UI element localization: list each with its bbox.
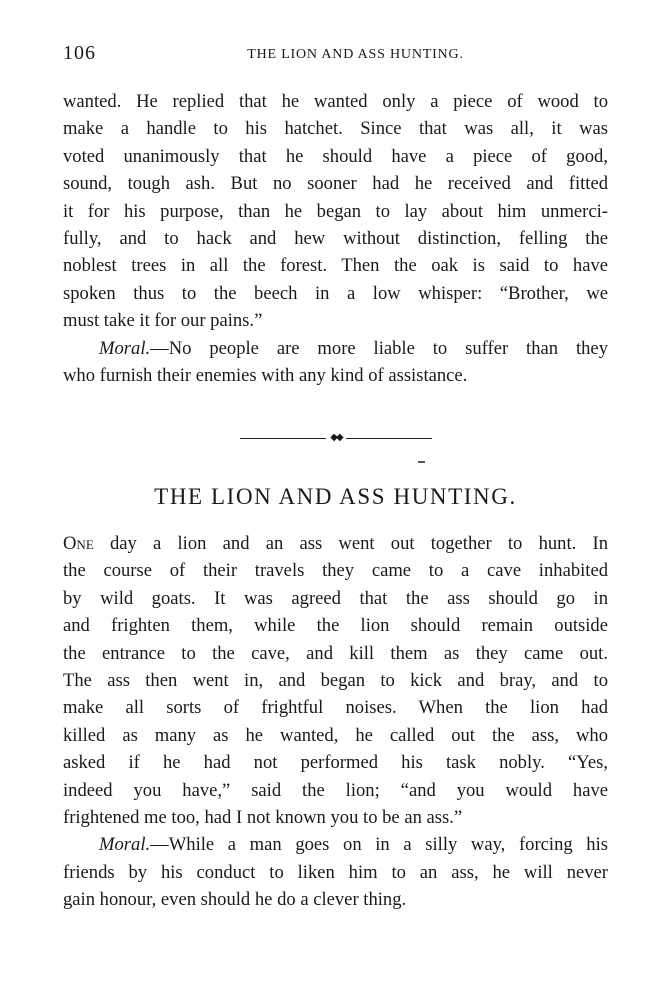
moral-line: who furnish their enemies with any kind of assistance. [63,365,468,387]
moral-text: —While a man goes on in a silly way, forcing his [150,834,608,856]
text-line: and frighten them, while the lion should remain outside [63,615,608,637]
text-line: the entrance to the cave, and kill them as they came out. [63,642,608,664]
text-line: noblest trees in all the forest. Then the oak is said to have [63,255,608,277]
moral-line [63,831,608,858]
text-line: spoken thus to the beech in a low whisper: “Brother, we [63,282,608,304]
text-line: voted unanimously that he should have a piece of good, [63,145,608,167]
diamond-ornament-icon: ◆◆ [330,432,342,443]
first-line-text: day a lion and an ass went out together to hunt. In [93,533,608,554]
text-line: by wild goats. It was agreed that the ass should go in [63,587,608,609]
text-line: killed as many as he wanted, he called out the ass, who [63,724,608,746]
text-line: it for his purpose, than he began to lay about him unmerci- [63,200,608,222]
moral-label: Moral. [99,337,151,359]
running-head [63,42,608,72]
previous-fable-ending [63,88,608,389]
print-speck [418,461,425,463]
running-title: THE LION AND ASS HUNTING. [247,47,464,62]
moral-text: —No people are more liable to suffer than they [150,337,608,359]
moral-line: friends by his conduct to liken him to an ass, he will never [63,861,608,883]
text-line: the course of their travels they came to a cave inhabited [63,560,608,582]
first-word: One [63,533,94,554]
text-line: asked if he had not performed his task nobly. “Yes, [63,752,608,774]
moral-line: gain honour, even should he do a clever thing. [63,889,407,911]
text-line: make a handle to his hatchet. Since that was all, it was [63,118,608,140]
moral-line [63,335,608,362]
section-divider [240,432,432,446]
fable-body [63,530,608,914]
divider-rule [346,438,432,439]
page-number: 106 [63,42,96,64]
fable-title: THE LION AND ASS HUNTING. [154,484,517,509]
divider-rule [240,438,326,439]
moral-label: Moral. [99,834,151,856]
text-line: frightened me too, had I not known you to be an ass.” [63,807,463,829]
text-line: must take it for our pains.” [63,310,263,332]
text-line: make all sorts of frightful noises. When the lion had [63,697,608,719]
text-line: The ass then went in, and began to kick and bray, and to [63,670,608,692]
text-line: indeed you have,” said the lion; “and you would have [63,779,608,801]
text-line: sound, tough ash. But no sooner had he received and fitted [63,173,608,195]
text-line: fully, and to hack and hew without distinction, felling the [63,228,608,250]
text-line [63,530,608,557]
text-line: wanted. He replied that he wanted only a piece of wood to [63,91,608,112]
